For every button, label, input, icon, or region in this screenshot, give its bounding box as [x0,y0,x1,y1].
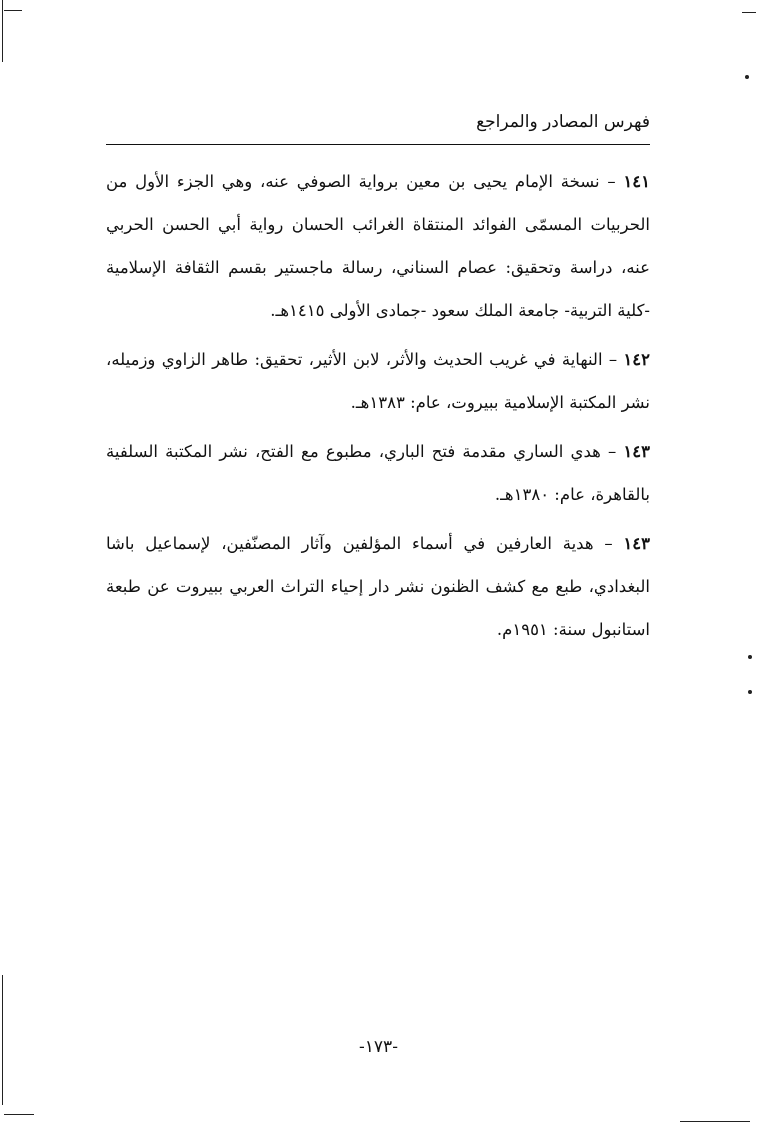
entry-number: ١٤٣ [623,534,651,553]
page-header [106,108,650,145]
page-number: -١٧٣- [359,1037,398,1057]
scan-crop-mark [4,10,22,11]
reference-entry [106,522,650,651]
scan-speck [748,655,752,659]
entry-text: نسخة الإمام يحيى بن معين برواية الصوفي عنه، وهي الجزء الأول من الحربيات المسمّى الفوائد المنتقاة الغرائب الحسان رواية أبي الحسن الحربي عنه، دراسة وتحقيق: عصام السناني، رسالة ماجستير بقسم الثقافة الإسلامية -كلية التربية- جامعة الملك سعود -جمادى الأولى ١٤١٥هـ. [106,172,650,320]
entry-number: ١٤٢ [623,350,651,369]
entry-number: ١٤١ [623,172,650,191]
scan-border-line [2,0,3,62]
reference-entry [106,430,650,516]
scan-crop-mark [680,1121,750,1122]
entry-text: النهاية في غريب الحديث والأثر، لابن الأثير، تحقيق: طاهر الزاوي وزميله، نشر المكتبة الإسلامية ببيروت، عام: ١٣٨٣هـ. [106,350,650,412]
reference-entry [106,338,650,424]
scan-crop-mark [742,12,756,13]
entry-dash: – [599,172,616,191]
header-title: فهرس المصادر والمراجع [476,112,650,132]
entry-dash: – [602,350,618,369]
scan-speck [745,75,749,79]
reference-entry [106,160,650,332]
entry-dash: – [593,534,613,553]
scan-crop-mark [4,1114,34,1115]
scan-speck [748,690,752,694]
entry-number: ١٤٣ [623,442,650,461]
references-list [106,160,650,657]
entry-text: هدي الساري مقدمة فتح الباري، مطبوع مع الفتح، نشر المكتبة السلفية بالقاهرة، عام: ١٣٨٠هـ. [106,442,650,504]
entry-dash: – [600,442,617,461]
entry-text: هدية العارفين في أسماء المؤلفين وآثار المصنّفين، لإسماعيل باشا البغدادي، طبع مع كشف الظنون نشر دار إحياء التراث العربي ببيروت عن طبعة استانبول سنة: ١٩٥١م. [106,534,650,639]
